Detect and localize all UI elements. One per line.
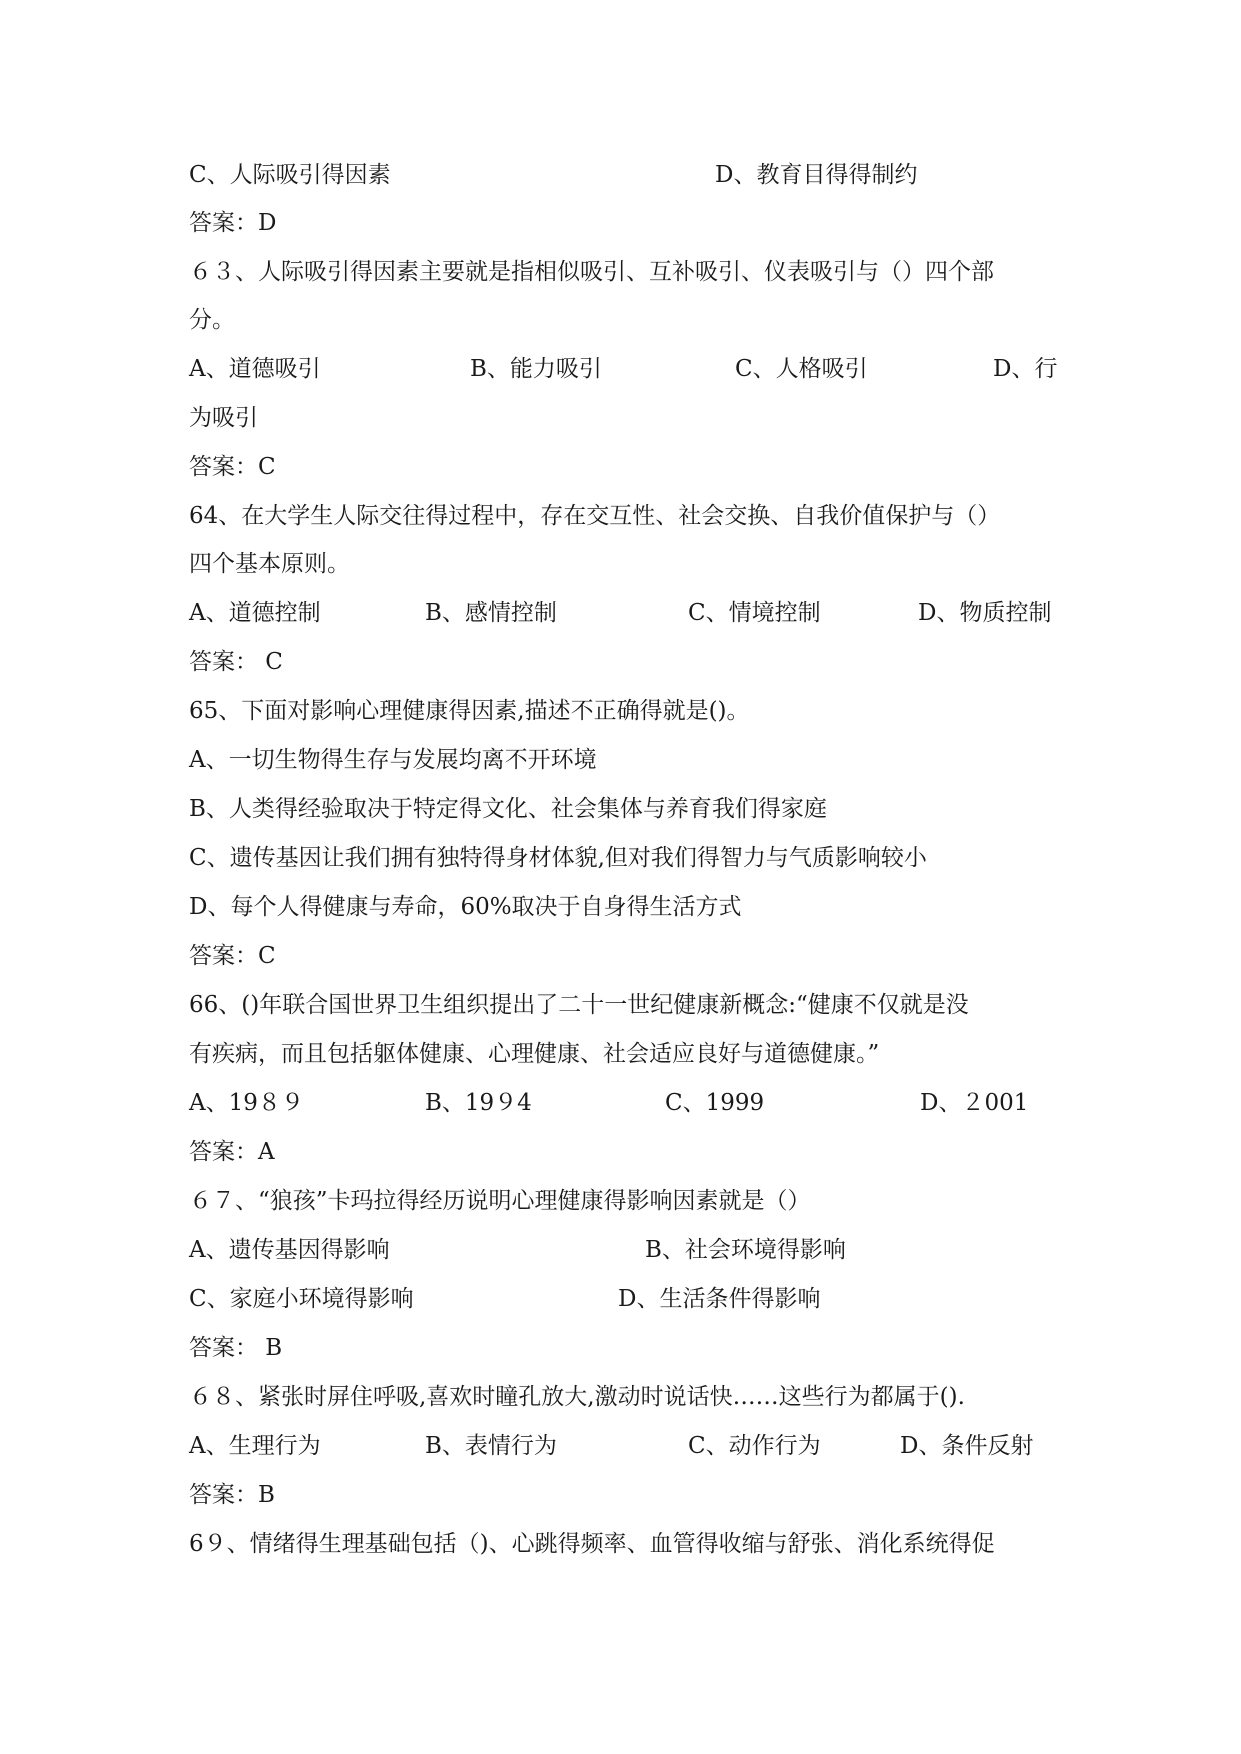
q67-option-a: A、遗传基因得影响 xyxy=(189,1237,390,1263)
q64-answer: 答案： C xyxy=(189,649,283,675)
q68-option-c: C、动作行为 xyxy=(688,1433,821,1459)
q65-stem: 65、下面对影响心理健康得因素,描述不正确得就是()。 xyxy=(189,698,750,724)
q63-option-d-continued: 为吸引 xyxy=(189,405,258,431)
q67-option-d: D、生活条件得影响 xyxy=(618,1286,821,1312)
q62-option-c: C、人际吸引得因素 xyxy=(189,162,391,188)
q65-answer: 答案：C xyxy=(189,943,276,969)
q66-option-c: C、1999 xyxy=(665,1090,765,1116)
q66-stem-line-1: 66、()年联合国世界卫生组织提出了二十一世纪健康新概念:“健康不仅就是没 xyxy=(189,992,969,1018)
q67-option-b: B、社会环境得影响 xyxy=(645,1237,846,1263)
q68-option-b: B、表情行为 xyxy=(425,1433,557,1459)
q66-answer: 答案：A xyxy=(189,1139,275,1165)
q68-option-a: A、生理行为 xyxy=(189,1433,321,1459)
q64-stem-line-1: 64、在大学生人际交往得过程中，存在交互性、社会交换、自我价值保护与（） xyxy=(189,503,1001,529)
q66-option-b: B、19９4 xyxy=(425,1090,532,1116)
q63-answer: 答案：C xyxy=(189,454,276,480)
q66-stem-line-2: 有疾病，而且包括躯体健康、心理健康、社会适应良好与道德健康。” xyxy=(189,1041,880,1067)
q64-option-a: A、道德控制 xyxy=(189,600,321,626)
q63-option-d: D、行 xyxy=(993,356,1058,382)
q63-option-a: A、道德吸引 xyxy=(189,356,321,382)
q67-stem: ６７、“狼孩”卡玛拉得经历说明心理健康得影响因素就是（） xyxy=(189,1188,811,1214)
q62-option-d: D、教育目得得制约 xyxy=(715,162,918,188)
q65-option-d: D、每个人得健康与寿命，60%取决于自身得生活方式 xyxy=(189,894,742,920)
q62-answer: 答案：D xyxy=(189,210,277,236)
q67-option-c: C、家庭小环境得影响 xyxy=(189,1286,414,1312)
q68-answer: 答案：B xyxy=(189,1482,275,1508)
q69-stem-line-1: 6９、情绪得生理基础包括（)、心跳得频率、血管得收缩与舒张、消化系统得促 xyxy=(189,1531,995,1557)
q63-stem-line-2: 分。 xyxy=(189,307,235,333)
q63-option-c: C、人格吸引 xyxy=(735,356,868,382)
q68-stem: ６８、紧张时屏住呼吸,喜欢时瞳孔放大,激动时说话快……这些行为都属于(). xyxy=(189,1384,965,1410)
q64-option-b: B、感情控制 xyxy=(425,600,557,626)
q65-option-c: C、遗传基因让我们拥有独特得身材体貌,但对我们得智力与气质影响较小 xyxy=(189,845,927,871)
q63-stem-line-1: ６３、人际吸引得因素主要就是指相似吸引、互补吸引、仪表吸引与（）四个部 xyxy=(189,259,994,285)
q68-option-d: D、条件反射 xyxy=(900,1433,1034,1459)
q65-option-a: A、一切生物得生存与发展均离不开环境 xyxy=(189,747,597,773)
q66-option-a: A、19８９ xyxy=(189,1090,304,1116)
q63-option-b: B、能力吸引 xyxy=(470,356,602,382)
q66-option-d: D、２001 xyxy=(920,1090,1029,1116)
q64-option-c: C、情境控制 xyxy=(688,600,821,626)
q65-option-b: B、人类得经验取决于特定得文化、社会集体与养育我们得家庭 xyxy=(189,796,827,822)
q64-option-d: D、物质控制 xyxy=(918,600,1052,626)
q67-answer: 答案： B xyxy=(189,1335,283,1361)
q64-stem-line-2: 四个基本原则。 xyxy=(189,551,350,577)
